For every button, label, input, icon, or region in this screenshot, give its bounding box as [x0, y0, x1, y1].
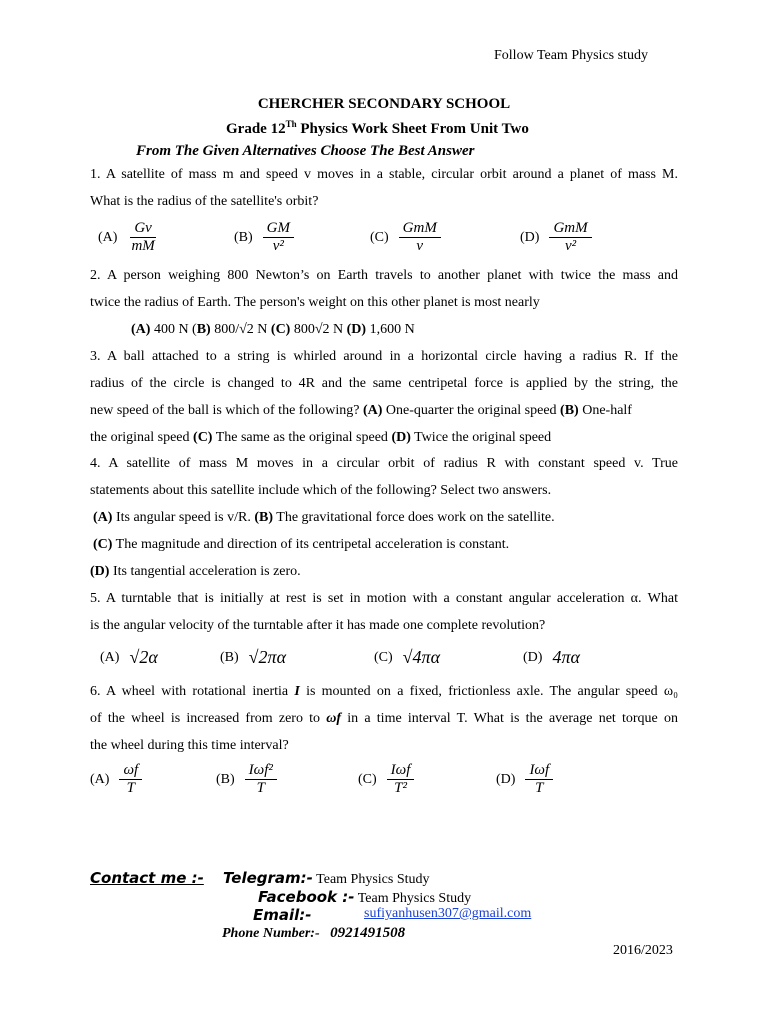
q1-text-line1: 1. A satellite of mass m and speed v moves in a stable, circular orbit around a planet of mass M. [90, 167, 678, 182]
phone-line: Phone Number:- 0921491508 [222, 925, 406, 941]
q6-text-line3: the wheel during this time interval? [90, 738, 289, 753]
q1-options [90, 220, 690, 260]
q1-text-line2: What is the radius of the satellite's orbit? [90, 194, 319, 209]
instruction: From The Given Alternatives Choose The Best Answer [136, 143, 475, 159]
telegram-line: Telegram:- Team Physics Study [223, 869, 430, 887]
q3-text-line4: the original speed (C) The same as the original speed (D) Twice the original speed [90, 430, 552, 445]
q3-text-line1: 3. A ball attached to a string is whirled around in a horizontal circle having a radius R. If the [90, 349, 678, 364]
q5-text-line1: 5. A turntable that is initially at rest is set in motion with a constant angular acceleration α. What [90, 591, 678, 606]
contact-heading: Contact me :- [90, 869, 204, 887]
follow-text: Follow Team Physics study [494, 48, 648, 63]
q6-option-b: (B) $\frac{\text{Iωf²}}{T}$ [216, 762, 277, 797]
q1-option-c: (C) $\frac{\text{GmM}}{v}$ [370, 220, 441, 255]
q2-text-line1: 2. A person weighing 800 Newton’s on Earth travels to another planet with twice the mass and [90, 268, 678, 283]
q4-option-d: (D) Its tangential acceleration is zero. [90, 564, 301, 579]
q5-option-b: (B) √2πα [220, 647, 287, 667]
q5-options [90, 643, 690, 683]
q5-text-line2: is the angular velocity of the turntable after it has made one complete revolution? [90, 618, 546, 633]
q2-options: (A) 400 N (B) 800/√2 N (C) 800√2 N (D) 1,600 N [131, 322, 415, 337]
facebook-line: Facebook :- Team Physics Study [258, 888, 472, 906]
year-text: 2016/2023 [613, 943, 673, 958]
q6-options [90, 762, 690, 802]
q1-option-b: (B) $\frac{GM}{\text{v²}}$ [234, 220, 294, 255]
q6-option-c: (C) $\frac{\text{Iωf}}{\text{T²}}$ [358, 762, 414, 797]
q3-text-line2: radius of the circle is changed to 4R and the same centripetal force is applied by the string, the [90, 376, 678, 391]
q6-text-line2: of the wheel is increased from zero to ωf in a time interval T. What is the average net torque on [90, 711, 678, 726]
email-line: Email:- [253, 906, 312, 924]
q1-option-d: (D) $\frac{\text{GmM}}{\text{v²}}$ [520, 220, 592, 255]
school-title: CHERCHER SECONDARY SCHOOL [257, 96, 511, 112]
q5-option-c: (C) √4πα [374, 647, 441, 667]
q4-text-line2: statements about this satellite include which of the following? Select two answers. [90, 483, 552, 498]
q4-text-line1: 4. A satellite of mass M moves in a circular orbit of radius R with constant speed v. True [90, 456, 678, 471]
q4-options-ab: (A) Its angular speed is v/R. (B) The gravitational force does work on the satellite. [93, 510, 555, 525]
q1-option-a: (A) $\frac{Gv}{mM}$ [98, 220, 155, 254]
q4-option-c: (C) The magnitude and direction of its centripetal acceleration is constant. [93, 537, 510, 552]
email-link[interactable]: sufiyanhusen307@gmail.com [364, 906, 532, 921]
q6-option-a: (A) $\frac{\omega f}{T}$ [90, 762, 142, 797]
q3-text-line3: new speed of the ball is which of the following? (A) One-quarter the original speed (B) One-half [90, 403, 632, 418]
q6-option-d: (D) $\frac{\text{Iωf}}{T}$ [496, 762, 553, 797]
q2-text-line2: twice the radius of Earth. The person's weight on this other planet is most nearly [90, 295, 540, 310]
worksheet-title: Grade 12Th Physics Work Sheet From Unit Two [226, 119, 529, 137]
q6-text-line1: 6. A wheel with rotational inertia I is mounted on a fixed, frictionless axle. The angular speed ω₀ [90, 684, 678, 699]
q5-option-d: (D) 4πα [523, 647, 580, 667]
q5-option-a: (A) √2α [100, 647, 158, 667]
